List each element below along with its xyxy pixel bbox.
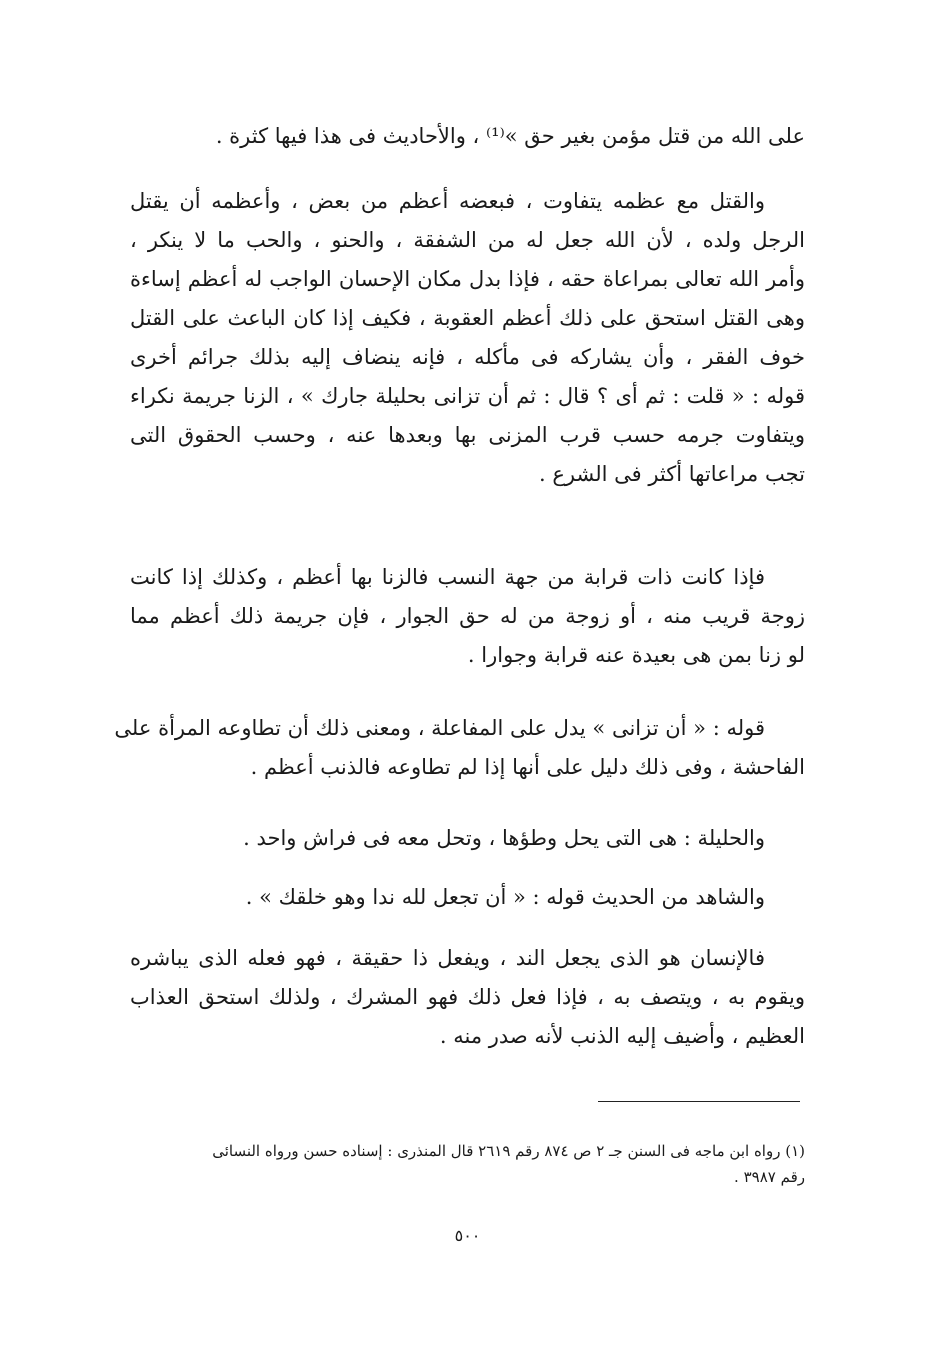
paragraph-killing-degrees [130,182,805,494]
text-line: وهى القتل استحق على ذلك أعظم العقوبة ، فكيف إذا كان الباعث على القتل [130,306,805,330]
text-line: ويتفاوت جرمه حسب قرب المزنى بها وبعدها عنه ، وحسب الحقوق التى [130,423,805,447]
text-line: والقتل مع عظمه يتفاوت ، فبعضه أعظم من بعض ، وأعظمه أن يقتل [130,189,765,213]
paragraph-kinship [130,558,805,675]
text-line: ويقوم به ، ويتصف به ، فإذا فعل ذلك فهو المشرك ، ولذلك استحق العذاب [130,985,805,1009]
text-line: فإذا كانت ذات قرابة من جهة النسب فالزنا بها أعظم ، وكذلك إذا كانت [130,565,765,589]
paragraph-mutuality [114,709,805,787]
paragraph-conclusion [130,939,805,1056]
text-line: الفاحشة ، وفى ذلك دليل على أنها إذا لم تطاوعه فالذنب أعظم . [250,755,805,779]
text-line: العظيم ، وأضيف إليه الذنب لأنه صدر منه . [439,1024,805,1048]
text-line: زوجة قريب منه ، أو زوجة من له حق الجوار ، فإن جريمة ذلك أعظم مما [130,604,805,628]
paragraph-continuation [130,117,805,156]
text-line: وأمر الله تعالى بمراعاة حقه ، فإذا بدل مكان الإحسان الواجب له أعظم إساءة [130,267,805,291]
footnote-line: رقم ٣٩٨٧ . [734,1168,805,1186]
footnote [130,1138,805,1190]
text-line: والشاهد من الحديث قوله : « أن تجعل لله ندا وهو خلقك » . [245,885,765,909]
text-line: والحليلة : هى التى يحل وطؤها ، وتحل معه فى فراش واحد . [243,826,765,850]
text-line: على الله من قتل مؤمن بغير حق »⁽¹⁾ ، والأحاديث فى هذا فيها كثرة . [215,124,805,148]
footnote-separator [598,1101,800,1102]
text-line: لو زنا بمن هى بعيدة عنه قرابة وجوارا . [467,643,805,667]
footnote-line: (١) رواه ابن ماجه فى السنن جـ ٢ ص ٨٧٤ رقم ٢٦١٩ قال المنذرى : إسناده حسن ورواه النسائى [212,1142,805,1160]
page-number: ٥٠٠ [454,1226,481,1245]
text-line: تجب مراعاتها أكثر فى الشرع . [539,462,805,486]
text-line: خوف الفقر ، وأن يشاركه فى مأكله ، فإنه ينضاف إليه بذلك جرائم أخرى [130,345,805,369]
text-line: فالإنسان هو الذى يجعل الند ، ويفعل ذا حقيقة ، فهو فعله الذى يباشره [130,946,765,970]
text-line: قوله : « أن تزانى » يدل على المفاعلة ، ومعنى ذلك أن تطاوعه المرأة على [114,716,765,740]
text-line: الرجل ولده ، لأن الله جعل له من الشفقة ، والحنو ، والحب ما لا ينكر ، [130,228,805,252]
paragraph-halila-definition [130,819,805,858]
paragraph-evidence [130,878,805,917]
text-line: قوله : « قلت : ثم أى ؟ قال : ثم أن تزانى بحليلة جارك » ، الزنا جريمة نكراء [130,384,805,408]
